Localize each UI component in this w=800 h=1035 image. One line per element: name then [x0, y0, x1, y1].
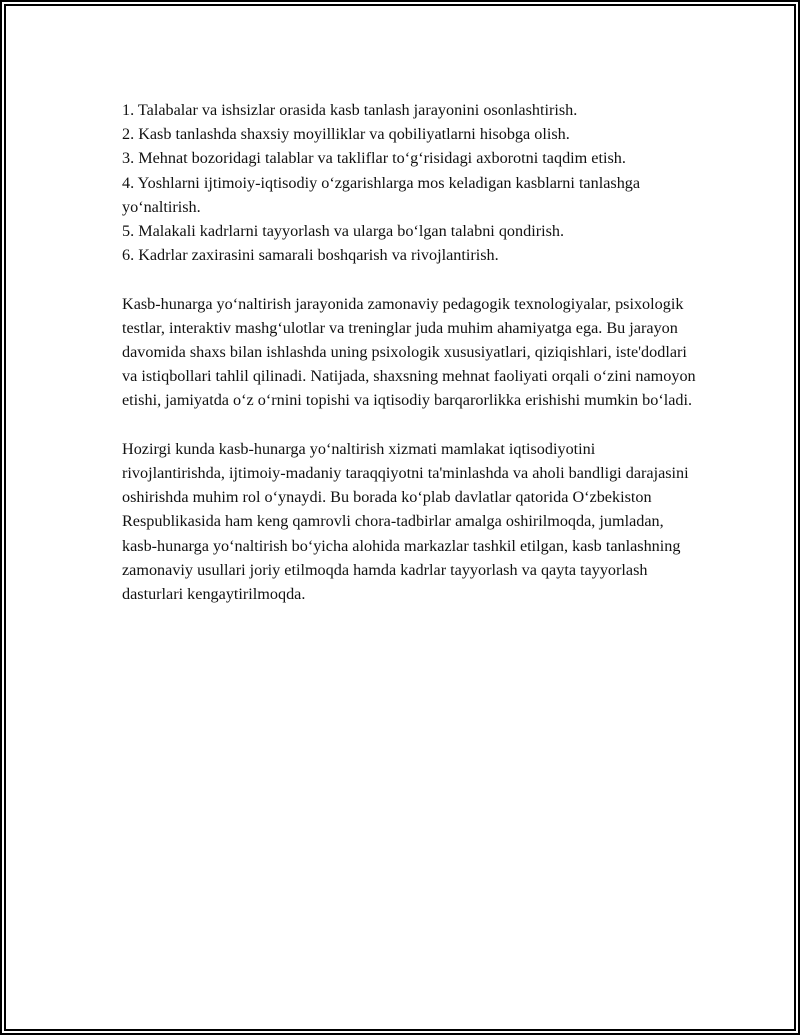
document-body — [122, 98, 702, 606]
paragraph-current-state: Hozirgi kunda kasb-hunarga yo‘naltirish xizmati mamlakat iqtisodiyotini rivojlantirishda, ijtimoiy-madaniy taraqqiyotni ta'minlashda va aholi bandligi darajasini oshirishda muhim rol o‘ynaydi. Bu borada ko‘plab davlatlar qatorida O‘zbekiston Respublikasida ham keng qamrovli chora-tadbirlar amalga oshirilmoqda, jumladan, kasb-hunarga yo‘naltirish bo‘yicha alohida markazlar tashkil etilgan, kasb tanlashning zamonaviy usullari joriy etilmoqda hamda kadrlar tayyorlash va qayta tayyorlash dasturlari kengaytirilmoqda. — [122, 439, 689, 604]
goals-list — [122, 98, 702, 267]
list-item: 2. Kasb tanlashda shaxsiy moyilliklar va qobiliyatlarni hisobga olish. — [122, 125, 570, 144]
list-item: 4. Yoshlarni ijtimoiy-iqtisodiy o‘zgarishlarga mos keladigan kasblarni tanlashga yo‘naltirish. — [122, 173, 641, 216]
list-item: 1. Talabalar va ishsizlar orasida kasb tanlash jarayonini osonlashtirish. — [122, 101, 578, 119]
paragraph-methods: Kasb-hunarga yo‘naltirish jarayonida zamonaviy pedagogik texnologiyalar, psixologik testlar, interaktiv mashg‘ulotlar va treninglar juda muhim ahamiyatga ega. Bu jarayon davomida shaxs bilan ishlashda uning psixologik xususiyatlari, qiziqishlari, iste'dodlari va istiqbollari tahlil qilinadi. Natijada, shaxsning mehnat faoliyati orqali o‘zini namoyon etishi, jamiyatda o‘z o‘rnini topishi va iqtisodiy barqarorlikka erishishi mumkin bo‘ladi. — [122, 294, 696, 410]
page-frame — [4, 4, 796, 1031]
list-item: 3. Mehnat bozoridagi talablar va takliflar to‘g‘risidagi axborotni taqdim etish. — [122, 149, 626, 168]
list-item: 6. Kadrlar zaxirasini samarali boshqarish va rivojlantirish. — [122, 246, 499, 265]
list-item: 5. Malakali kadrlarni tayyorlash va ularga bo‘lgan talabni qondirish. — [122, 222, 565, 241]
